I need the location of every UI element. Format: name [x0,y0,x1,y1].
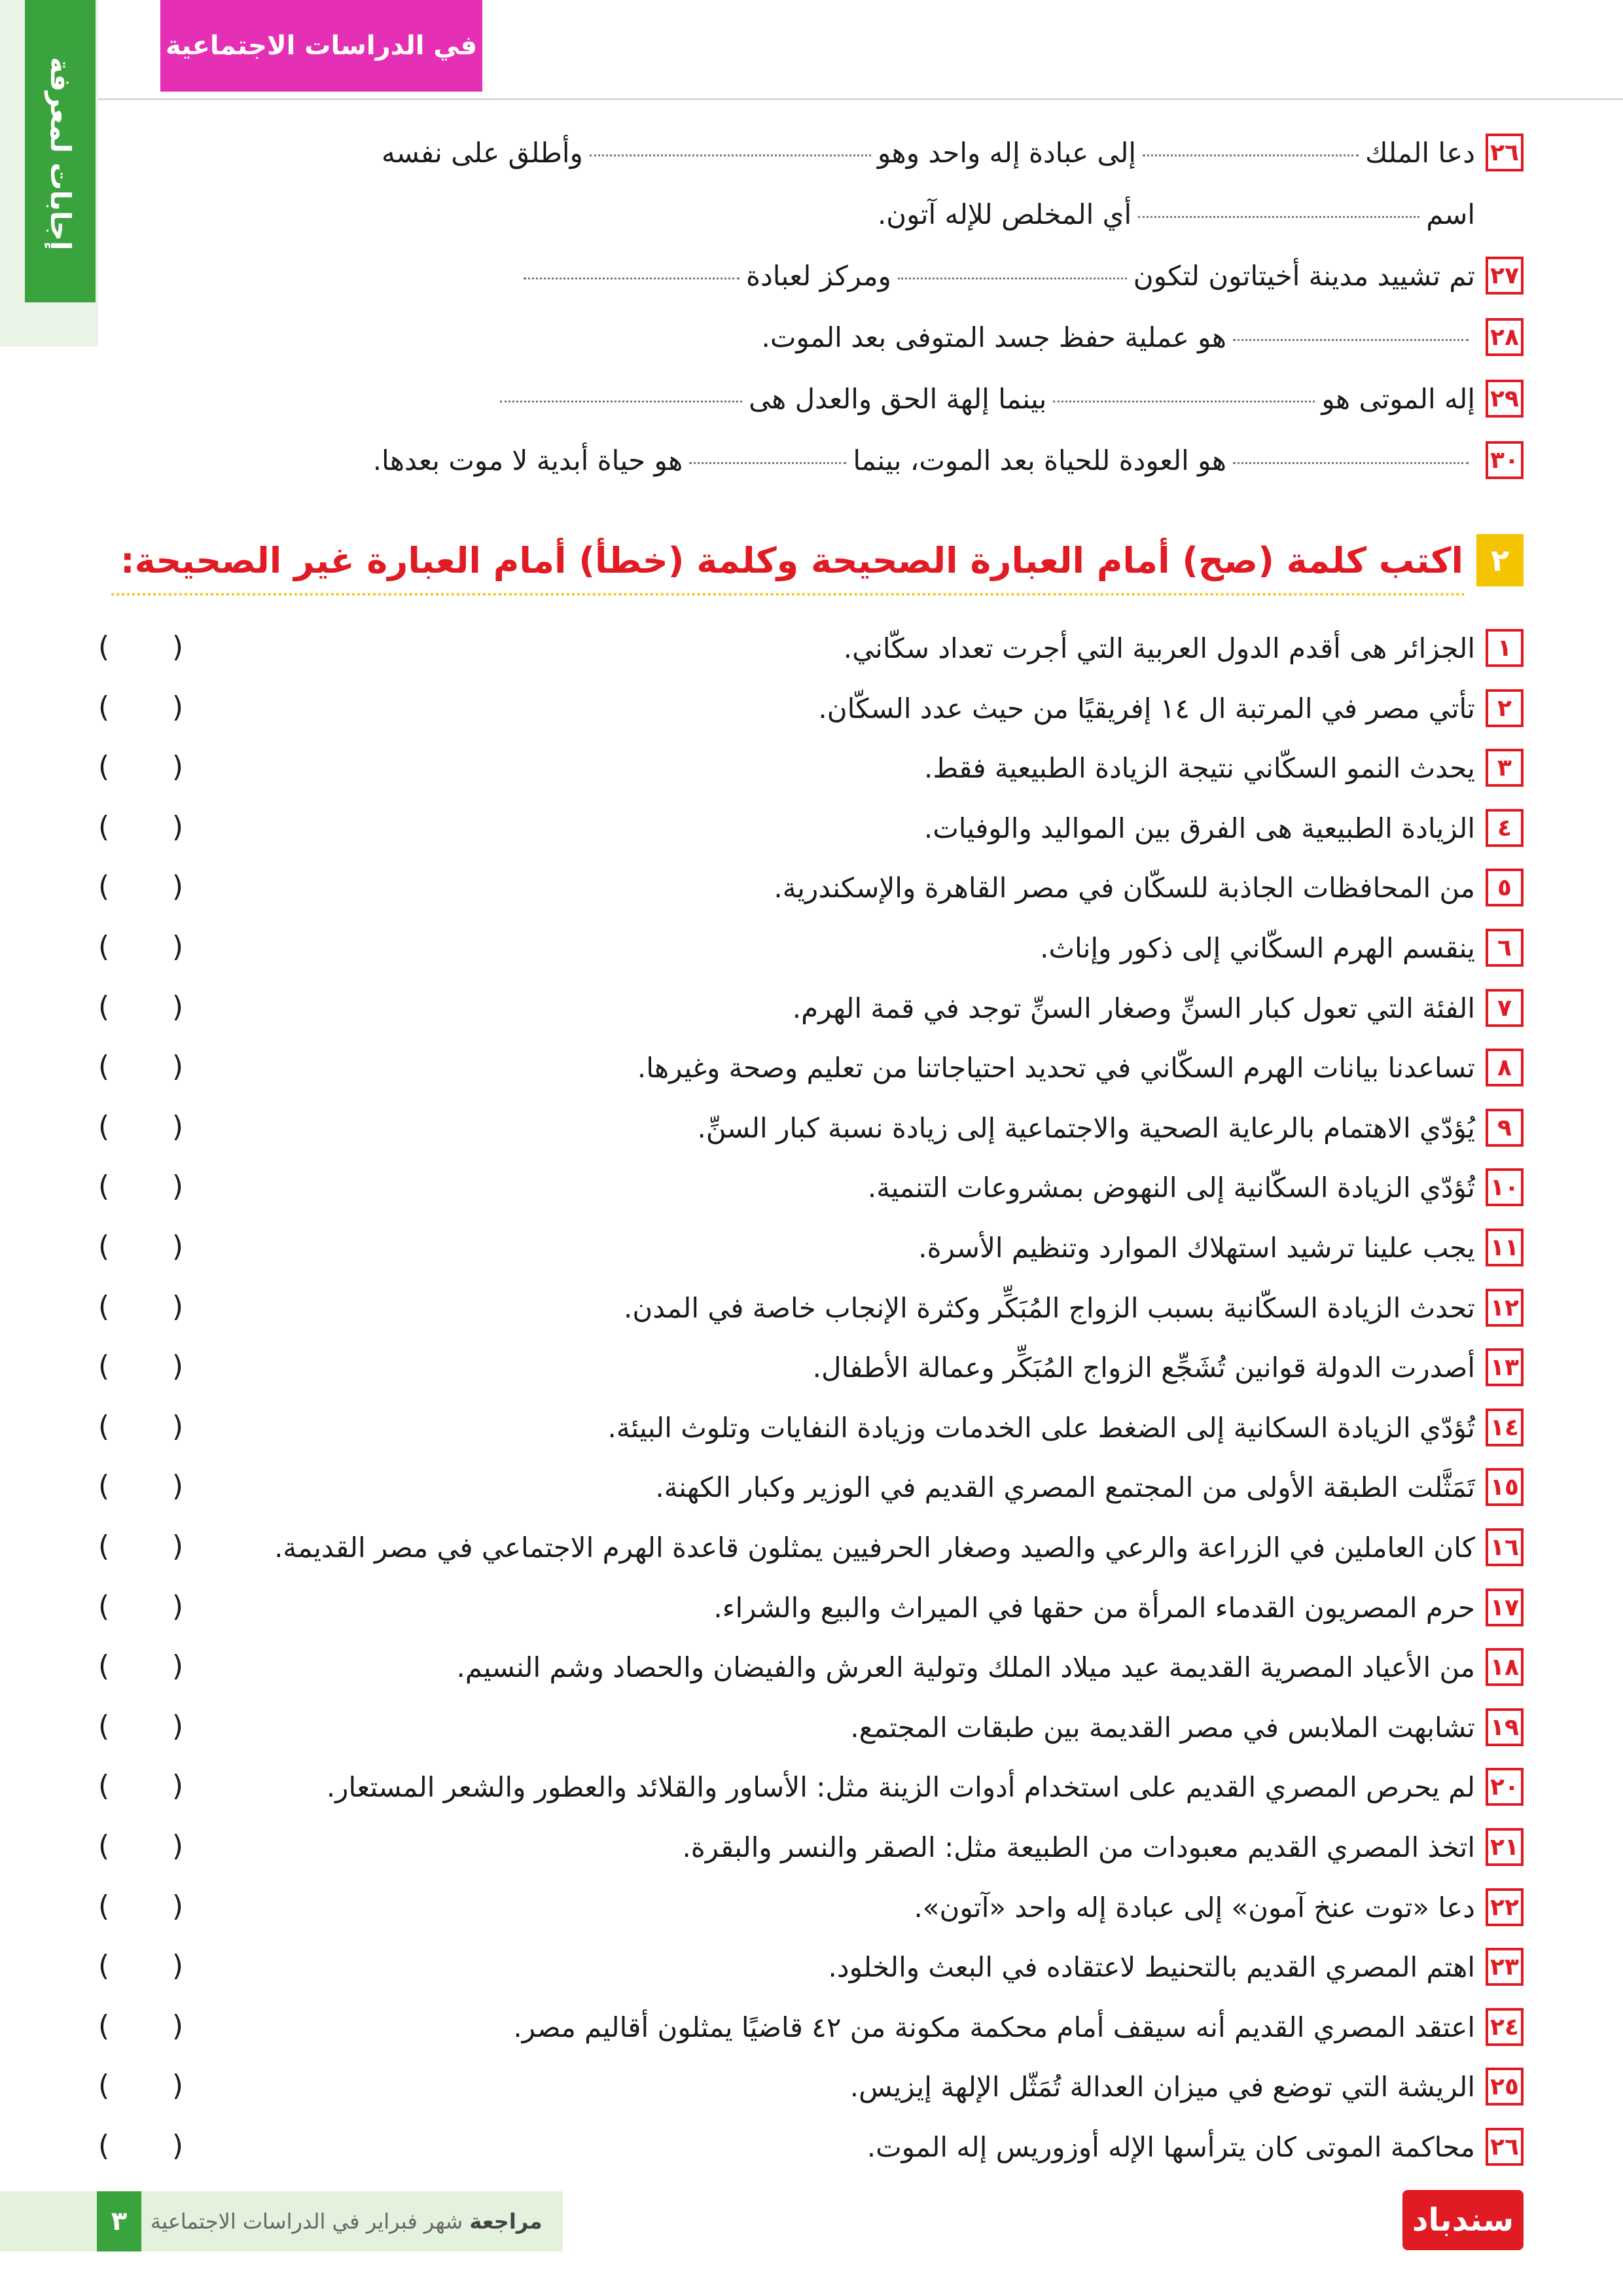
answer-blank[interactable] [1143,149,1359,156]
item-text: هو العودة للحياة بعد الموت، بينما [853,444,1226,476]
statement-number: ١٥ [1486,1468,1524,1506]
item-text: وأطلق على نفسه [381,136,583,169]
statement-number: ٢٣ [1486,1948,1524,1986]
answer-blank[interactable] [1233,334,1469,341]
answer-blank[interactable] [524,272,740,279]
paren-left: ( [98,810,110,844]
item-text: أي المخلص للإله آتون. [877,198,1132,230]
fill-in-item [98,437,1524,483]
footer-label-rest: شهر فبراير في الدراسات الاجتماعية [151,2209,463,2234]
item-text: إلى عبادة إله واحد وهو [877,136,1137,169]
statement-row [98,1464,1524,1510]
statement-row [98,1585,1524,1630]
statement-text: الجزائر هى أقدم الدول العربية التي أجرت تعداد سكّاني. [843,632,1475,664]
statement-text: تُؤدّي الزيادة السكّانية إلى النهوض بمشروعات التنمية. [867,1171,1475,1204]
statement-row [98,1045,1524,1090]
item-number: ٢٩ [1486,380,1524,418]
statement-number: ١٢ [1486,1289,1524,1327]
answer-parentheses[interactable] [98,2069,183,2102]
answer-blank[interactable] [500,395,742,403]
paren-left: ( [98,1050,110,1083]
header-title: في الدراسات الاجتماعية [160,0,482,92]
statement-number: ١٧ [1486,1588,1524,1626]
paren-left: ( [98,1530,110,1563]
statement-number: ٢٢ [1486,1888,1524,1926]
paren-left: ( [98,1410,110,1443]
answer-parentheses[interactable] [98,990,183,1024]
answer-parentheses[interactable] [98,1649,183,1683]
answer-parentheses[interactable] [98,2129,183,2162]
paren-right: ) [171,990,183,1024]
statement-row [98,1405,1524,1450]
paren-right: ) [171,930,183,963]
answer-parentheses[interactable] [98,1110,183,1143]
paren-right: ) [171,1769,183,1803]
statement-text: اتخذ المصري القديم معبودات من الطبيعة مثل: الصقر والنسر والبقرة. [682,1831,1475,1863]
paren-right: ) [171,1350,183,1383]
statement-number: ٩ [1486,1109,1524,1147]
paren-right: ) [171,750,183,783]
paren-left: ( [98,750,110,783]
fill-in-item [98,376,1524,422]
fill-in-item [98,314,1524,360]
statement-row [98,625,1524,671]
answer-parentheses[interactable] [98,1710,183,1743]
paren-right: ) [171,2009,183,2043]
statement-number: ٢ [1486,689,1524,727]
paren-right: ) [171,1949,183,1982]
answer-parentheses[interactable] [98,1410,183,1443]
item-number: ٢٦ [1486,134,1524,171]
statement-number: ١٤ [1486,1408,1524,1446]
paren-left: ( [98,1649,110,1683]
answer-parentheses[interactable] [98,1050,183,1083]
paren-left: ( [98,870,110,903]
statement-row [98,1704,1524,1750]
statement-number: ٧ [1486,989,1524,1027]
statement-row [98,1225,1524,1270]
paren-left: ( [98,1890,110,1923]
answer-parentheses[interactable] [98,1949,183,1982]
fill-in-item [98,191,1524,237]
answer-parentheses[interactable] [98,1829,183,1863]
statement-text: اهتم المصري القديم بالتحنيط لاعتقاده في البعث والخلود. [828,1950,1475,1983]
item-text: بينما إلهة الحق والعدل هى [749,382,1047,415]
answer-parentheses[interactable] [98,1890,183,1923]
statement-row [98,685,1524,731]
section-title: اكتب كلمة (صح) أمام العبارة الصحيحة وكلمة (خطأ) أمام العبارة غير الصحيحة: [120,539,1463,581]
paren-left: ( [98,2129,110,2162]
statement-row [98,745,1524,791]
paren-left: ( [98,2009,110,2043]
statement-text: الفئة التي تعول كبار السنِّ وصغار السنِّ توجد في قمة الهرم. [792,992,1475,1024]
answer-parentheses[interactable] [98,1769,183,1803]
item-text: هو حياة أبدية لا موت بعدها. [372,444,683,476]
statement-text: يحدث النمو السكّاني نتيجة الزيادة الطبيعية فقط. [924,751,1475,784]
answer-blank[interactable] [1053,395,1315,403]
paren-right: ) [171,1110,183,1143]
statement-text: يجب علينا ترشيد استهلاك الموارد وتنظيم الأسرة. [918,1231,1475,1264]
paren-right: ) [171,1170,183,1203]
fill-in-item [98,130,1524,175]
statement-number: ٥ [1486,869,1524,906]
answer-blank[interactable] [689,457,846,464]
answer-blank[interactable] [1138,211,1419,218]
paren-left: ( [98,1170,110,1203]
answer-parentheses[interactable] [98,1170,183,1203]
section-divider [111,593,1466,596]
statement-text: الزيادة الطبيعية هى الفرق بين المواليد والوفيات. [923,812,1475,844]
statement-text: أصدرت الدولة قوانين تُشَجِّع الزواج المُبَكِّر وعمالة الأطفال. [812,1351,1475,1384]
statement-text: تَمَثَّلت الطبقة الأولى من المجتمع المصري القديم في الوزير وكبار الكهنة. [655,1471,1475,1503]
statement-row [98,1884,1524,1930]
item-text: إله الموتى هو [1321,382,1475,415]
answer-parentheses[interactable] [98,1590,183,1623]
paren-right: ) [171,691,183,724]
paren-left: ( [98,2069,110,2102]
statement-row [98,1285,1524,1331]
statement-number: ١٩ [1486,1708,1524,1746]
paren-left: ( [98,1350,110,1383]
paren-right: ) [171,1590,183,1623]
answer-blank[interactable] [590,149,871,156]
statement-number: ١٦ [1486,1528,1524,1566]
statement-row [98,1524,1524,1570]
statement-number: ١٨ [1486,1648,1524,1686]
answer-parentheses[interactable] [98,1350,183,1383]
answer-parentheses[interactable] [98,1290,183,1323]
item-number: ٢٧ [1486,257,1524,295]
answer-parentheses[interactable] [98,1530,183,1563]
answer-parentheses[interactable] [98,930,183,963]
statement-text: محاكمة الموتى كان يترأسها الإله أوزوريس إله الموت. [866,2130,1475,2163]
fill-in-item [98,253,1524,298]
statement-row [98,1764,1524,1810]
section-heading [120,530,1524,590]
statement-row [98,1164,1524,1210]
side-label: إجابات لمعرفة [45,57,77,251]
item-number: ٢٨ [1486,318,1524,356]
statement-text: كان العاملين في الزراعة والرعي والصيد وصغار الحرفيين يمثلون قاعدة الهرم الاجتماعي في مصر القديمة. [274,1531,1475,1564]
answer-parentheses[interactable] [98,870,183,903]
section-number: ٢ [1476,534,1524,586]
statement-row [98,985,1524,1031]
paren-left: ( [98,1290,110,1323]
statement-number: ٣ [1486,749,1524,787]
item-number: ٣٠ [1486,441,1524,479]
statement-row [98,805,1524,851]
statement-text: ينقسم الهرم السكّاني إلى ذكور وإناث. [1040,931,1475,964]
statement-text: تُؤدّي الزيادة السكانية إلى الضغط على الخدمات وزيادة النفايات وتلوث البيئة. [607,1411,1475,1444]
statement-number: ٢٥ [1486,2068,1524,2106]
paren-left: ( [98,630,110,664]
paren-right: ) [171,1890,183,1923]
statement-text: حرم المصريون القدماء المرأة من حقها في الميراث والبيع والشراء. [713,1591,1475,1624]
statement-text: دعا «توت عنخ آمون» إلى عبادة إله واحد «آتون». [914,1891,1475,1924]
item-text: تم تشييد مدينة أخيتاتون لتكون [1133,259,1475,292]
statement-row [98,1644,1524,1690]
statement-text: تشابهت الملابس في مصر القديمة بين طبقات المجتمع. [850,1711,1475,1744]
answer-parentheses[interactable] [98,2009,183,2043]
statement-text: تأتي مصر في المرتبة ال ١٤ إفريقيًا من حيث عدد السكّان. [818,692,1475,725]
answer-parentheses[interactable] [98,810,183,844]
statement-row [98,1944,1524,1990]
paren-right: ) [171,1829,183,1863]
statement-row [98,1824,1524,1870]
statement-number: ٨ [1486,1049,1524,1086]
statement-text: لم يحرص المصري القديم على استخدام أدوات الزينة مثل: الأساور والقلائد والعطور والشعر المستعار. [326,1770,1475,1803]
statement-text: من الأعياد المصرية القديمة عيد ميلاد الملك وتولية العرش والفيضان والحصاد وشم النسيم. [456,1651,1475,1683]
statement-number: ١ [1486,629,1524,667]
paren-left: ( [98,1110,110,1143]
statement-number: ٢١ [1486,1828,1524,1866]
statement-number: ٢٦ [1486,2128,1524,2166]
paren-left: ( [98,930,110,963]
statement-row [98,2064,1524,2109]
statement-row [98,1105,1524,1151]
paren-right: ) [171,1410,183,1443]
paren-right: ) [171,1710,183,1743]
paren-right: ) [171,870,183,903]
paren-right: ) [171,630,183,664]
footer-label-bold: مراجعة [469,2209,543,2234]
paren-left: ( [98,1949,110,1982]
statement-row [98,2004,1524,2050]
statement-number: ٢٠ [1486,1768,1524,1806]
statement-number: ١٣ [1486,1348,1524,1386]
paren-left: ( [98,1590,110,1623]
statement-text: الريشة التي توضع في ميزان العدالة تُمَثّل الإلهة إيزيس. [849,2070,1475,2103]
statement-text: تساعدنا بيانات الهرم السكّاني في تحديد احتياجاتنا من تعليم وصحة وغيرها. [637,1051,1475,1084]
answer-parentheses[interactable] [98,630,183,664]
item-text: ومركز لعبادة [746,259,891,292]
paren-right: ) [171,1530,183,1563]
footer-label [151,2200,543,2242]
statement-row [98,1344,1524,1390]
publisher-logo: سندباد [1402,2190,1524,2250]
statement-number: ٢٤ [1486,2008,1524,2046]
item-text: هو عملية حفظ جسد المتوفى بعد الموت. [761,321,1226,353]
answer-parentheses[interactable] [98,750,183,783]
statement-number: ١٠ [1486,1168,1524,1206]
paren-right: ) [171,1649,183,1683]
paren-left: ( [98,1710,110,1743]
answer-parentheses[interactable] [98,1230,183,1263]
answer-blank[interactable] [898,272,1127,279]
item-text: اسم [1426,198,1475,230]
statement-row [98,925,1524,971]
paren-right: ) [171,1290,183,1323]
paren-right: ) [171,1230,183,1263]
answer-parentheses[interactable] [98,691,183,724]
paren-left: ( [98,1469,110,1503]
paren-left: ( [98,990,110,1024]
answer-parentheses[interactable] [98,1469,183,1503]
statement-number: ١١ [1486,1229,1524,1266]
paren-left: ( [98,691,110,724]
statement-text: تحدث الزيادة السكّانية بسبب الزواج المُبَكِّر وكثرة الإنجاب خاصة في المدن. [624,1291,1475,1324]
statement-text: اعتقد المصري القديم أنه سيقف أمام محكمة مكونة من ٤٢ قاضيًا يمثلون أقاليم مصر. [513,2011,1475,2043]
paren-right: ) [171,810,183,844]
statement-number: ٦ [1486,929,1524,967]
paren-left: ( [98,1829,110,1863]
statement-row [98,865,1524,910]
answer-blank[interactable] [1233,457,1469,464]
statement-number: ٤ [1486,809,1524,847]
paren-left: ( [98,1230,110,1263]
statement-text: يُؤدّي الاهتمام بالرعاية الصحية والاجتماعية إلى زيادة نسبة كبار السنِّ. [697,1111,1475,1144]
statement-text: من المحافظات الجاذبة للسكّان في مصر القاهرة والإسكندرية. [774,871,1475,904]
paren-left: ( [98,1769,110,1803]
paren-right: ) [171,2129,183,2162]
paren-right: ) [171,1469,183,1503]
paren-right: ) [171,1050,183,1083]
paren-right: ) [171,2069,183,2102]
page-number: ٣ [97,2191,141,2251]
statement-row [98,2124,1524,2170]
item-text: دعا الملك [1365,136,1475,169]
